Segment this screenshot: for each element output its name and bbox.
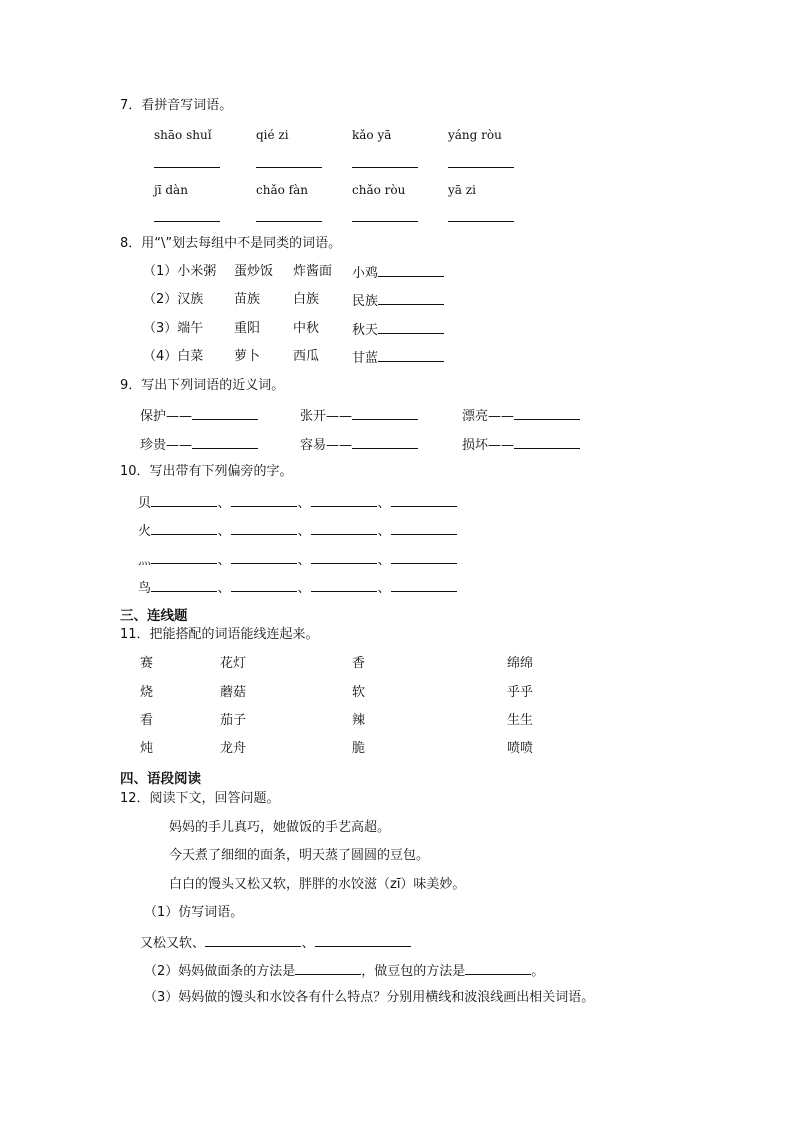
q8-item: 蛋炒饭: [234, 264, 274, 279]
answer-blank[interactable]: [231, 579, 297, 592]
match-word[interactable]: 喷喷: [507, 741, 534, 756]
synonym-item: 珍贵——: [140, 436, 258, 454]
q8-item: （2）汉族: [143, 292, 204, 307]
answer-line[interactable]: [154, 167, 220, 168]
passage-line: 今天煮了细细的面条，明天蒸了圆圆的豆包。: [169, 848, 430, 863]
match-word[interactable]: 生生: [507, 713, 534, 728]
passage-line: 妈妈的手儿真巧，她做饭的手艺高超。: [169, 820, 391, 835]
answer-blank[interactable]: [231, 551, 297, 564]
match-word[interactable]: 炖: [140, 741, 154, 756]
answer-line[interactable]: [352, 167, 418, 168]
answer-line[interactable]: [448, 167, 514, 168]
answer-blank[interactable]: [391, 551, 457, 564]
synonym-item: 保护——: [140, 407, 258, 425]
match-word[interactable]: 香: [352, 656, 366, 671]
q8-item-last: 民族: [352, 292, 444, 310]
pinyin-label: yā zi: [448, 183, 476, 197]
synonym-item: 损坏——: [462, 436, 580, 454]
answer-blank[interactable]: [514, 436, 580, 449]
match-word[interactable]: 软: [352, 685, 366, 700]
synonym-item: 容易——: [300, 436, 418, 454]
radical-row: 火 、 、 、: [138, 522, 457, 540]
match-word[interactable]: 花灯: [220, 656, 247, 671]
pinyin-label: yáng ròu: [448, 128, 502, 142]
answer-blank[interactable]: [391, 494, 457, 507]
answer-blank[interactable]: [151, 551, 217, 564]
pinyin-label: kǎo yā: [352, 128, 392, 142]
answer-blank[interactable]: [192, 407, 258, 420]
synonym-item: 漂亮——: [462, 407, 580, 425]
section-heading: 三、连线题: [120, 608, 188, 624]
q7-title: 7．看拼音写词语。: [120, 98, 233, 113]
answer-blank[interactable]: [378, 349, 444, 362]
pinyin-label: shāo shuǐ: [154, 128, 212, 142]
answer-blank[interactable]: [311, 551, 377, 564]
answer-blank[interactable]: [352, 436, 418, 449]
answer-blank[interactable]: [311, 579, 377, 592]
section-heading: 四、语段阅读: [120, 771, 201, 787]
answer-blank[interactable]: [514, 407, 580, 420]
answer-blank[interactable]: [391, 522, 457, 535]
answer-blank[interactable]: [378, 264, 444, 277]
pinyin-label: chǎo ròu: [352, 183, 406, 197]
answer-line[interactable]: [352, 221, 418, 222]
match-word[interactable]: 乎乎: [507, 685, 534, 700]
synonym-item: 张开——: [300, 407, 418, 425]
answer-blank[interactable]: [151, 579, 217, 592]
radical-label: 鸟: [138, 581, 152, 596]
sub-question: （2）妈妈做面条的方法是 ，做豆包的方法是 。: [144, 964, 545, 979]
sub-question: （1）仿写词语。: [144, 905, 244, 920]
q8-item: （1）小米粥: [143, 264, 217, 279]
answer-line[interactable]: [448, 221, 514, 222]
pinyin-label: jī dàn: [154, 183, 188, 197]
radical-row: 贝 、 、 、: [138, 494, 457, 512]
answer-blank[interactable]: [378, 321, 444, 334]
radical-row: 灬 、 、 、: [138, 551, 457, 569]
radical-label: 灬: [138, 553, 152, 568]
pinyin-label: chǎo fàn: [256, 183, 308, 197]
match-word[interactable]: 茄子: [220, 713, 247, 728]
answer-blank[interactable]: [315, 934, 411, 947]
q8-item: 苗族: [234, 292, 261, 307]
imitation-row: 又松又软、 、: [140, 934, 411, 952]
answer-line[interactable]: [154, 221, 220, 222]
match-word[interactable]: 赛: [140, 656, 154, 671]
match-word[interactable]: 辣: [352, 713, 366, 728]
answer-blank[interactable]: [231, 522, 297, 535]
q12-title: 12．阅读下文，回答问题。: [120, 791, 280, 806]
answer-blank[interactable]: [465, 962, 531, 975]
q9-title: 9．写出下列词语的近义词。: [120, 378, 285, 393]
answer-blank[interactable]: [295, 962, 361, 975]
answer-blank[interactable]: [192, 436, 258, 449]
answer-blank[interactable]: [378, 292, 444, 305]
q10-title: 10．写出带有下列偏旁的字。: [120, 464, 293, 479]
answer-blank[interactable]: [231, 494, 297, 507]
q8-item: 重阳: [234, 321, 261, 336]
answer-line[interactable]: [256, 167, 322, 168]
q8-item: 中秋: [293, 321, 320, 336]
radical-row: 鸟 、 、 、: [138, 579, 457, 597]
q8-title: 8．用“\”划去每组中不是同类的词语。: [120, 236, 342, 251]
match-word[interactable]: 脆: [352, 741, 366, 756]
answer-blank[interactable]: [311, 494, 377, 507]
q8-item: 炸酱面: [293, 264, 333, 279]
match-word[interactable]: 看: [140, 713, 154, 728]
passage-line: 白白的馒头又松又软，胖胖的水饺滋（zī）味美妙。: [169, 877, 466, 892]
sub-question: （3）妈妈做的馒头和水饺各有什么特点？分别用横线和波浪线画出相关词语。: [144, 990, 595, 1005]
q8-item-last: 甘蓝: [352, 349, 444, 367]
answer-blank[interactable]: [205, 934, 301, 947]
answer-blank[interactable]: [151, 522, 217, 535]
answer-blank[interactable]: [311, 522, 377, 535]
q11-title: 11．把能搭配的词语能线连起来。: [120, 627, 319, 642]
q8-item: （4）白菜: [143, 349, 204, 364]
q8-item: 白族: [293, 292, 320, 307]
match-word[interactable]: 绵绵: [507, 656, 534, 671]
q8-item-last: 小鸡: [352, 264, 444, 282]
match-word[interactable]: 龙舟: [220, 741, 247, 756]
answer-blank[interactable]: [352, 407, 418, 420]
answer-blank[interactable]: [151, 494, 217, 507]
match-word[interactable]: 蘑菇: [220, 685, 247, 700]
q8-item: 萝卜: [234, 349, 261, 364]
q8-item-last: 秋天: [352, 321, 444, 339]
q8-item: （3）端午: [143, 321, 204, 336]
match-word[interactable]: 烧: [140, 685, 154, 700]
q8-item: 西瓜: [293, 349, 320, 364]
pinyin-label: qié zi: [256, 128, 289, 142]
answer-line[interactable]: [256, 221, 322, 222]
radical-label: 贝: [138, 496, 152, 511]
radical-label: 火: [138, 524, 152, 539]
answer-blank[interactable]: [391, 579, 457, 592]
